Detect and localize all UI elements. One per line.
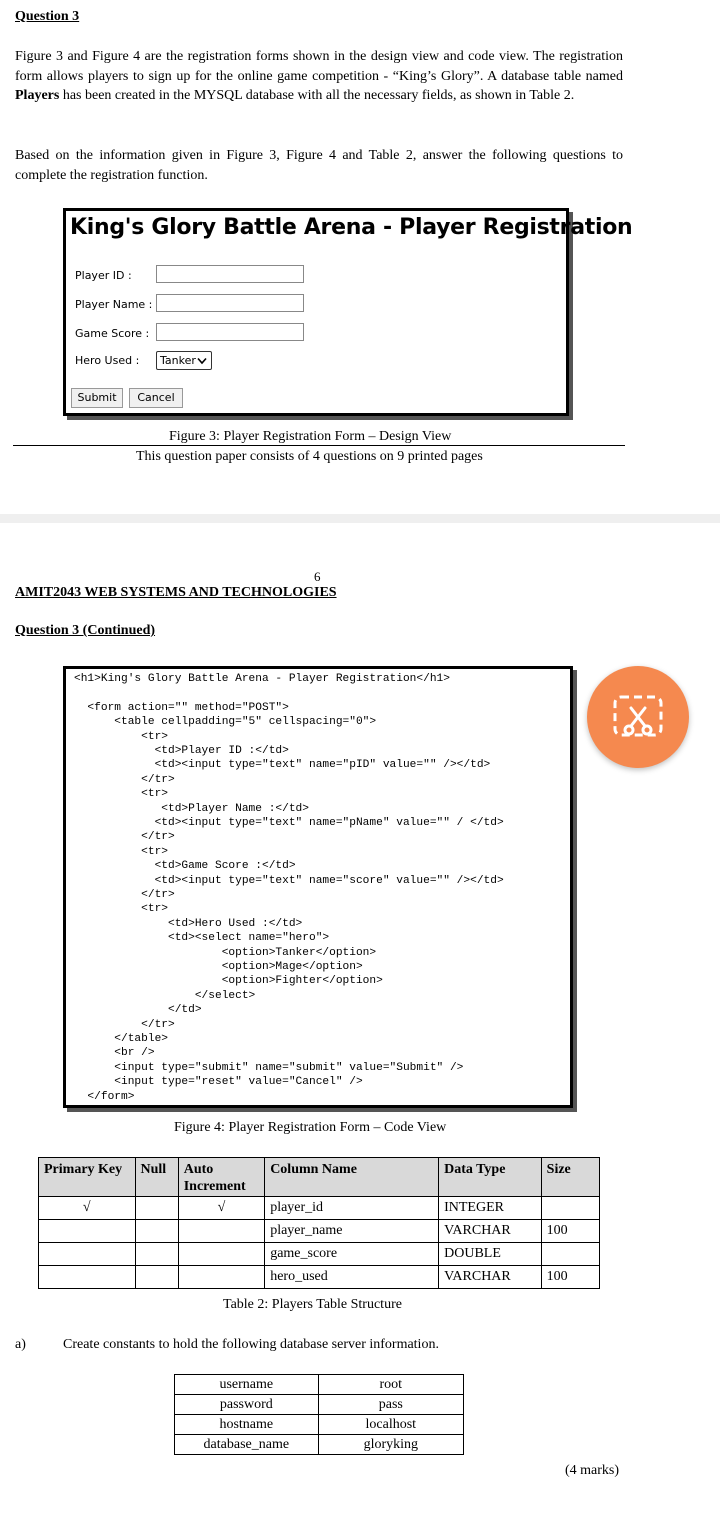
table-cell: localhost bbox=[318, 1415, 463, 1435]
header-cell: Auto Increment bbox=[178, 1158, 264, 1197]
table-cell: 100 bbox=[541, 1220, 599, 1243]
table-row bbox=[39, 1197, 600, 1220]
code-line: <td>Hero Used :</td> bbox=[74, 917, 303, 930]
table-cell bbox=[39, 1220, 136, 1243]
player-name-label: Player Name : bbox=[75, 298, 153, 311]
table-cell bbox=[541, 1243, 599, 1266]
code-line: <input type="reset" value="Cancel" /> bbox=[74, 1076, 363, 1089]
table-cell bbox=[135, 1220, 178, 1243]
cancel-button[interactable]: Cancel bbox=[129, 388, 183, 408]
player-id-input[interactable] bbox=[156, 265, 304, 283]
hero-used-label: Hero Used : bbox=[75, 354, 140, 367]
table-cell bbox=[135, 1197, 178, 1220]
code-line: <td>Player Name :</td> bbox=[74, 802, 309, 815]
code-line: <tr> bbox=[74, 903, 168, 916]
header-cell: Column Name bbox=[265, 1158, 439, 1197]
code-line: <td><input type="text" name="score" value="" /></td> bbox=[74, 874, 504, 887]
code-line: </table> bbox=[74, 1033, 168, 1045]
code-line: <option>Tanker</option> bbox=[74, 946, 377, 959]
page-footer: This question paper consists of 4 questions on 9 printed pages bbox=[136, 449, 483, 464]
table-cell: username bbox=[175, 1375, 319, 1395]
page-number: 6 bbox=[314, 569, 321, 584]
hero-select-value: Tanker bbox=[160, 354, 196, 367]
player-id-label: Player ID : bbox=[75, 269, 132, 282]
table-cell bbox=[178, 1220, 264, 1243]
code-line: <br /> bbox=[74, 1047, 155, 1060]
figure-3-caption: Figure 3: Player Registration Form – Design View bbox=[169, 429, 452, 444]
code-line: </tr> bbox=[74, 889, 175, 901]
code-line: <tr> bbox=[74, 788, 168, 801]
header-cell: Primary Key bbox=[39, 1158, 136, 1197]
code-line: <h1>King's Glory Battle Arena - Player Registration</h1> bbox=[74, 673, 450, 685]
table-cell: hero_used bbox=[265, 1266, 439, 1289]
table-cell bbox=[39, 1266, 136, 1289]
table-cell: VARCHAR bbox=[439, 1266, 542, 1289]
table-cell bbox=[178, 1243, 264, 1266]
game-score-label: Game Score : bbox=[75, 327, 150, 340]
table-row bbox=[175, 1395, 464, 1415]
players-table bbox=[38, 1157, 600, 1289]
hero-select[interactable] bbox=[156, 351, 212, 370]
question-heading: Question 3 bbox=[15, 9, 80, 24]
figure-4-caption: Figure 4: Player Registration Form – Code View bbox=[174, 1120, 447, 1135]
code-line: <form action="" method="POST"> bbox=[74, 701, 289, 714]
table-cell: game_score bbox=[265, 1243, 439, 1266]
code-line: </tr> bbox=[74, 773, 175, 786]
instruction-paragraph: Based on the information given in Figure 3, Figure 4 and Table 2, answer the following questions to complete the registration function. bbox=[15, 148, 623, 183]
question-a-label: a) bbox=[15, 1337, 26, 1352]
code-line: </form> bbox=[74, 1090, 135, 1103]
code-line: <option>Mage</option> bbox=[74, 961, 363, 973]
table-cell bbox=[135, 1266, 178, 1289]
table-cell bbox=[39, 1243, 136, 1266]
code-line: <tr> bbox=[74, 730, 168, 743]
table-cell: √ bbox=[39, 1197, 136, 1220]
code-line: <td><input type="text" name="pID" value="" /></td> bbox=[74, 759, 491, 772]
question-a-text: Create constants to hold the following database server information. bbox=[63, 1337, 439, 1352]
form-title: King's Glory Battle Arena - Player Registration bbox=[70, 215, 633, 240]
table-cell: database_name bbox=[175, 1435, 319, 1455]
code-line: </td> bbox=[74, 1004, 202, 1017]
code-line: <input type="submit" name="submit" value="Submit" /> bbox=[74, 1061, 464, 1074]
table-row bbox=[175, 1415, 464, 1435]
table-cell: √ bbox=[178, 1197, 264, 1220]
table-row bbox=[39, 1266, 600, 1289]
header-cell: Data Type bbox=[439, 1158, 542, 1197]
figure-4-code-view bbox=[63, 666, 573, 1108]
code-line: </tr> bbox=[74, 831, 175, 844]
figure-3-design-view bbox=[63, 208, 633, 416]
marks-label: (4 marks) bbox=[565, 1463, 620, 1478]
code-line: <td><input type="text" name="pName" value="" / </td> bbox=[74, 817, 504, 829]
player-name-input[interactable] bbox=[156, 294, 304, 312]
code-line: <tr> bbox=[74, 845, 168, 858]
header-cell: Null bbox=[135, 1158, 178, 1197]
game-score-input[interactable] bbox=[156, 323, 304, 341]
code-line: <table cellpadding="5" cellspacing="0"> bbox=[74, 716, 377, 729]
page-1 bbox=[0, 0, 720, 514]
table-cell bbox=[178, 1266, 264, 1289]
footer-divider bbox=[13, 445, 625, 446]
table-cell bbox=[541, 1197, 599, 1220]
table-cell: 100 bbox=[541, 1266, 599, 1289]
header-cell: Size bbox=[541, 1158, 599, 1197]
players-table-header bbox=[39, 1158, 600, 1197]
chevron-down-icon bbox=[197, 357, 207, 365]
table-cell: root bbox=[318, 1375, 463, 1395]
code-line: <td>Player ID :</td> bbox=[74, 745, 289, 757]
code-line: <td>Game Score :</td> bbox=[74, 860, 296, 873]
code-line: <td><select name="hero"> bbox=[74, 932, 330, 945]
table-cell bbox=[135, 1243, 178, 1266]
course-title: AMIT2043 WEB SYSTEMS AND TECHNOLOGIES bbox=[15, 585, 337, 600]
table-2-caption: Table 2: Players Table Structure bbox=[223, 1297, 402, 1312]
screenshot-cut-icon bbox=[587, 666, 689, 768]
table-cell: player_name bbox=[265, 1220, 439, 1243]
table-cell: INTEGER bbox=[439, 1197, 542, 1220]
table-row bbox=[175, 1435, 464, 1455]
table-row bbox=[39, 1220, 600, 1243]
table-cell: gloryking bbox=[318, 1435, 463, 1455]
table-row bbox=[175, 1375, 464, 1395]
intro-paragraph: Figure 3 and Figure 4 are the registration forms shown in the design view and code view. The registration form allows players to sign up for the online game competition - “King’s Glory”. A database table named Players has been created in the MYSQL database with all the necessary fields, as shown in Table 2. bbox=[15, 49, 623, 103]
submit-button[interactable]: Submit bbox=[71, 388, 123, 408]
code-line: </tr> bbox=[74, 1018, 175, 1031]
code-line: <option>Fighter</option> bbox=[74, 975, 383, 988]
db-info-table bbox=[174, 1374, 464, 1455]
table-cell: player_id bbox=[265, 1197, 439, 1220]
table-row bbox=[39, 1243, 600, 1266]
code-line: </select> bbox=[74, 989, 256, 1002]
table-cell: password bbox=[175, 1395, 319, 1415]
table-cell: DOUBLE bbox=[439, 1243, 542, 1266]
page-separator bbox=[0, 514, 720, 523]
question-heading-continued: Question 3 (Continued) bbox=[15, 623, 156, 638]
table-cell: pass bbox=[318, 1395, 463, 1415]
table-cell: hostname bbox=[175, 1415, 319, 1435]
table-cell: VARCHAR bbox=[439, 1220, 542, 1243]
screenshot-fab-button[interactable] bbox=[587, 666, 689, 768]
